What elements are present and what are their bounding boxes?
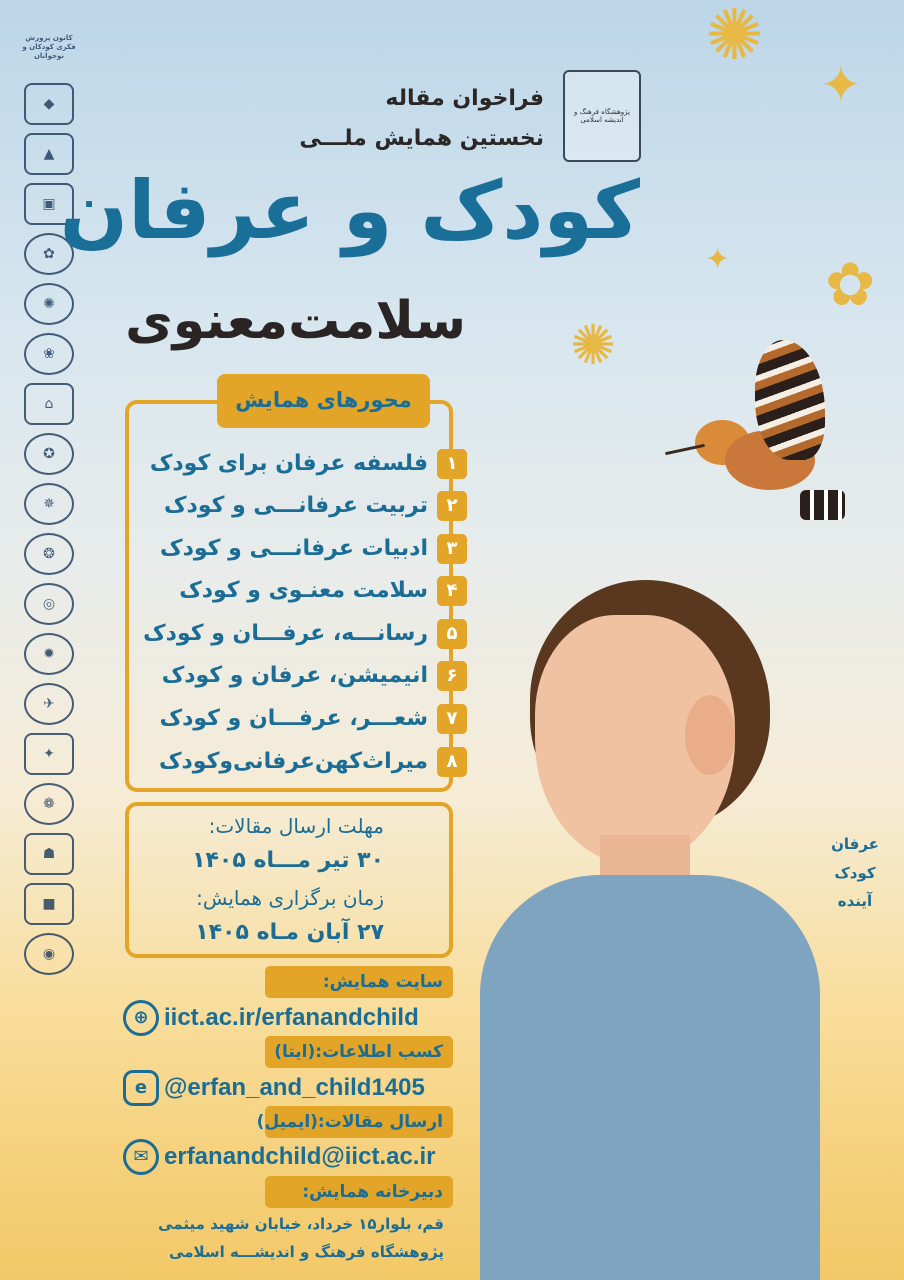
- sponsor-logo: ◉: [24, 933, 74, 975]
- topic-item: تربیت عرفانـــی و کودک: [164, 493, 428, 518]
- topic-number: ۵: [437, 619, 467, 649]
- sponsor-logo: ✦: [24, 733, 74, 775]
- topic-number: ۴: [437, 576, 467, 606]
- sponsor-logo: ▣: [24, 183, 74, 225]
- deadline-label: مهلت ارسال مقالات:: [208, 814, 384, 838]
- sponsor-logo: ✿: [24, 233, 74, 275]
- eitaa-icon: e: [123, 1070, 159, 1106]
- sponsor-logo: ☗: [24, 833, 74, 875]
- sponsor-logo: ❂: [24, 533, 74, 575]
- sponsor-logo: ✹: [24, 633, 74, 675]
- call-for-papers: فراخوان مقاله: [385, 86, 544, 111]
- topic-item: سلامت معنـوی و کودک: [179, 578, 428, 603]
- sponsor-logo: ❀: [24, 333, 74, 375]
- sparkle-icon: ✦: [705, 242, 731, 277]
- ornament-icon: ✿: [825, 250, 876, 320]
- globe-icon: ⊕: [123, 1000, 159, 1036]
- event-label: زمان برگزاری همایش:: [196, 886, 384, 910]
- sponsor-logo: ■: [24, 883, 74, 925]
- envelope-icon: ✉: [123, 1139, 159, 1175]
- topic-number: ۲: [437, 491, 467, 521]
- sparkle-icon: ✦: [820, 56, 862, 114]
- sponsor-logo: ❁: [24, 783, 74, 825]
- boy-illustration: [460, 575, 840, 1280]
- deadline-date: ۳۰ تیر مـــاه ۱۴۰۵: [192, 848, 384, 873]
- motto: [815, 830, 895, 916]
- institute-logo: [563, 70, 641, 162]
- topic-item: انیمیشن، عرفان و کودک: [161, 663, 428, 688]
- eitaa-label: کسب اطلاعات:(ایتا): [265, 1036, 453, 1068]
- sponsor-logo: ✈: [24, 683, 74, 725]
- email-label: ارسال مقالات:(ایمیل): [265, 1106, 453, 1138]
- ornament-icon: ✺: [705, 0, 764, 76]
- site-link[interactable]: iict.ac.ir/erfanandchild: [164, 1004, 419, 1031]
- topic-number: ۳: [437, 534, 467, 564]
- topic-item: شعـــر، عرفـــان و کودک: [159, 706, 428, 731]
- topic-item: رسانـــه، عرفـــان و کودک: [143, 621, 428, 646]
- sponsor-logo: ✪: [24, 433, 74, 475]
- eitaa-link[interactable]: @erfan_and_child1405: [164, 1074, 425, 1101]
- topic-item: ادبیات عرفانـــی و کودک: [160, 536, 428, 561]
- topic-number: ۱: [437, 449, 467, 479]
- event-date: ۲۷ آبان مـاه ۱۴۰۵: [195, 920, 384, 945]
- hoopoe-bird: [665, 340, 845, 540]
- kanoon-logo: [16, 20, 82, 75]
- page-subtitle: سلامت‌معنوی: [125, 291, 466, 351]
- email-link[interactable]: erfanandchild@iict.ac.ir: [164, 1143, 436, 1170]
- kanoon-logo-text: کانون پرورش فکری کودکان و نوجوانان: [22, 34, 76, 60]
- topics-heading: محورهای همایش: [217, 374, 430, 428]
- sponsor-logo: ▲: [24, 133, 74, 175]
- sponsor-logo: ✺: [24, 283, 74, 325]
- motto-word: کودک: [834, 863, 876, 882]
- conference-name: نخستین همایش ملـــی: [299, 126, 544, 151]
- address-line: قم، بلوار۱۵ خرداد، خیابان شهید میثمی: [158, 1215, 444, 1233]
- sponsor-logo: ◎: [24, 583, 74, 625]
- motto-word: آینده: [837, 892, 873, 910]
- secretariat-label: دبیرخانه همایش:: [265, 1176, 453, 1208]
- motto-word: عرفان: [831, 835, 879, 853]
- site-label: سایت همایش:: [265, 966, 453, 998]
- topic-number: ۸: [437, 747, 467, 777]
- address-line: پژوهشگاه فرهنگ و اندیشـــه اسلامی: [169, 1243, 444, 1261]
- topic-number: ۷: [437, 704, 467, 734]
- sponsor-logo: ✵: [24, 483, 74, 525]
- page-title: کودک و عرفان: [59, 164, 640, 257]
- topic-number: ۶: [437, 661, 467, 691]
- topic-item: فلسفه عرفان برای کودک: [149, 451, 428, 476]
- sponsor-logo: ◆: [24, 83, 74, 125]
- institute-logo-text: پژوهشگاه فرهنگ و اندیشه اسلامی: [574, 107, 630, 124]
- sponsor-logo: ⌂: [24, 383, 74, 425]
- ornament-icon: ✺: [570, 313, 617, 377]
- topic-item: میراث‌کهن‌عرفانی‌وکودک: [158, 749, 428, 774]
